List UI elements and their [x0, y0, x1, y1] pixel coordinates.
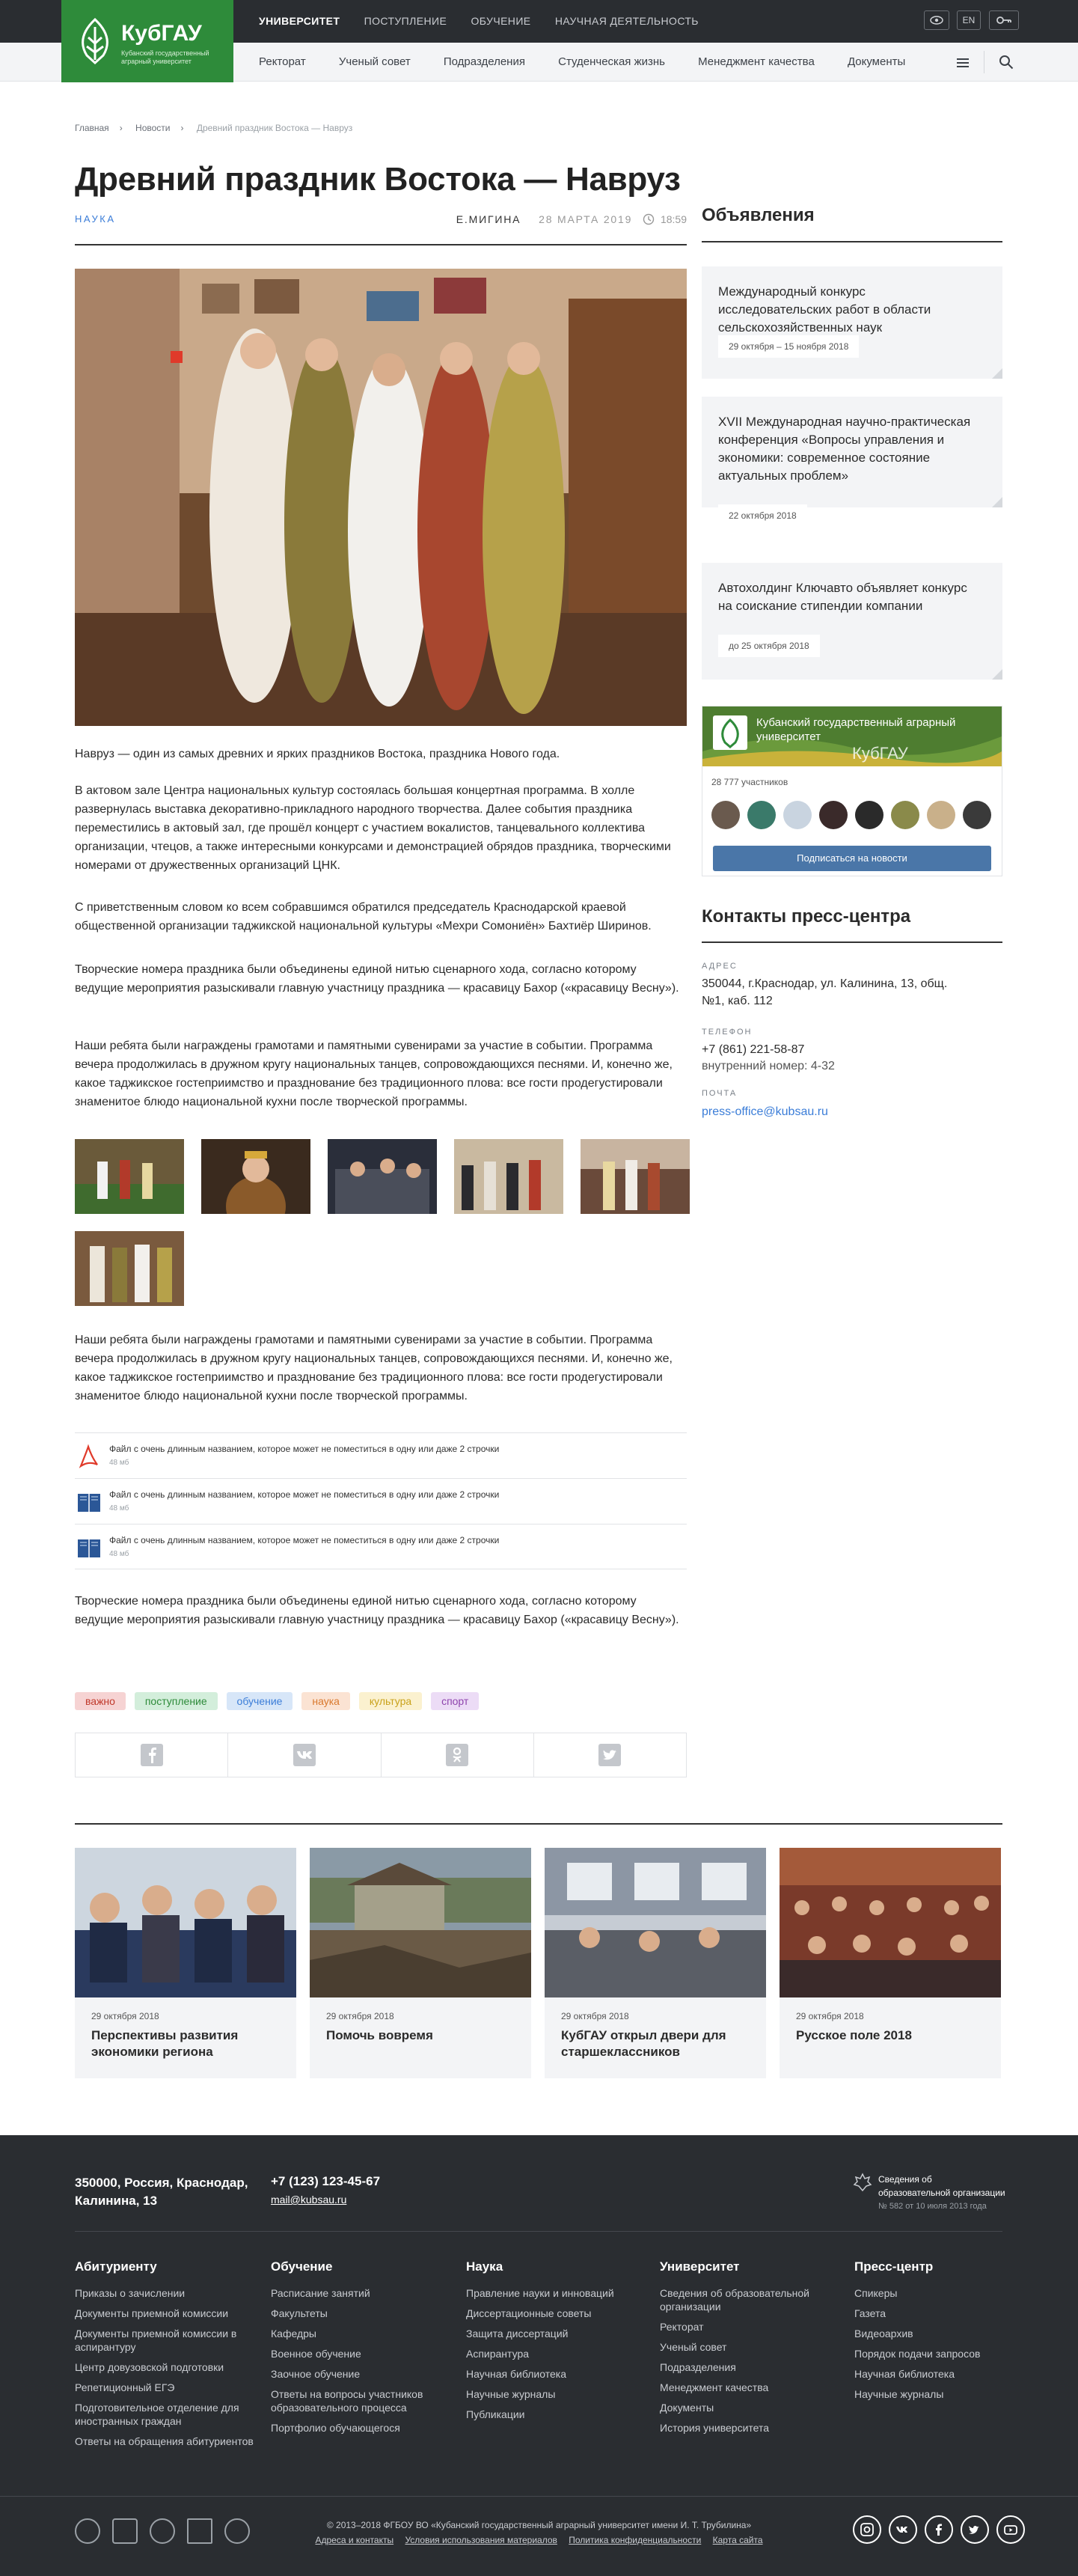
footer-legal-links [0, 2535, 1078, 2545]
footer-link[interactable]: Научная библиотека [466, 2368, 566, 2380]
vk-icon [293, 1744, 316, 1766]
footer-link[interactable]: Научные журналы [854, 2388, 944, 2400]
announcement-title: XVII Международная научно-практическая конференция «Вопросы управления и экономики: современное состояние актуальных проблем» [718, 415, 971, 483]
phone-value[interactable]: +7 (861) 221-58-87 [702, 1043, 805, 1056]
link-privacy[interactable]: Политика конфиденциальности [569, 2535, 702, 2545]
announcements-title: Объявления [702, 205, 815, 225]
tag-important[interactable]: важно [75, 1692, 126, 1710]
news-divider [75, 1823, 1002, 1825]
search-icon[interactable] [999, 55, 1014, 70]
vk-cover [702, 706, 1002, 766]
file-name: Файл с очень длинным названием, которое может не поместиться в одну или даже 2 строчки [109, 1444, 500, 1454]
sub-nav [259, 55, 935, 68]
footer-mail[interactable]: mail@kubsau.ru [271, 2194, 347, 2206]
doc-icon [76, 1535, 102, 1560]
member-avatar[interactable] [891, 801, 919, 829]
footer-link[interactable]: Документы [660, 2402, 714, 2414]
sub-nav-rectorate[interactable]: Ректорат [259, 55, 306, 68]
news-card[interactable] [545, 1848, 766, 2078]
news-card[interactable] [310, 1848, 531, 2078]
link-terms[interactable]: Условия использования материалов [405, 2535, 557, 2545]
footer-address: 350000, Россия, Краснодар, Калинина, 13 [75, 2176, 248, 2208]
sub-nav-departments[interactable]: Подразделения [443, 55, 525, 68]
file-item[interactable] [75, 1524, 687, 1569]
footer-phone[interactable]: +7 (123) 123-45-67 [271, 2174, 381, 2188]
footer-column-title: Обучение [271, 2259, 333, 2274]
footer-link[interactable]: Ректорат [660, 2321, 704, 2333]
news-image [545, 1848, 766, 1997]
vk-button[interactable] [889, 2515, 917, 2544]
announcement-title: Международный конкурс исследовательских работ в области сельскохозяйственных наук [718, 284, 931, 335]
news-date: 29 октября 2018 [561, 2011, 629, 2021]
footer-column-education [271, 2259, 450, 2441]
phone-label: ТЕЛЕФОН [702, 1028, 753, 1037]
gallery-thumb[interactable] [75, 1139, 184, 1214]
announcement-date: 22 октября 2018 [718, 504, 807, 527]
member-avatar[interactable] [963, 801, 991, 829]
file-size: 48 мб [109, 1504, 129, 1513]
vk-member-count: 28 777 участников [711, 777, 788, 787]
announcement-date: 29 октября – 15 ноября 2018 [718, 335, 859, 358]
instagram-button[interactable] [853, 2515, 881, 2544]
copyright: © 2013–2018 ФГБОУ ВО «Кубанский государственный аграрный университет имени И. Т. Трубилина» [326, 2520, 752, 2530]
news-image [75, 1848, 296, 1997]
site-logo[interactable] [61, 0, 233, 82]
footer-link[interactable]: Газета [854, 2307, 886, 2319]
footer-link[interactable]: История университета [660, 2422, 770, 2434]
breadcrumb [75, 123, 363, 133]
breadcrumb-current: Древний праздник Востока — Навруз [196, 123, 353, 133]
facebook-button[interactable] [925, 2515, 953, 2544]
file-name: Файл с очень длинным названием, которое может не поместиться в одну или даже 2 строчки [109, 1535, 500, 1545]
eye-icon [930, 16, 943, 25]
sub-nav-quality[interactable]: Менеджмент качества [698, 55, 815, 68]
card-fold [992, 368, 1002, 379]
announcement-card[interactable] [702, 563, 1002, 680]
file-item[interactable] [75, 1478, 687, 1524]
top-nav-education[interactable]: ОБУЧЕНИЕ [471, 15, 531, 27]
vk-widget [702, 706, 1002, 876]
logo-subtitle: Кубанский государственный аграрный университет [121, 49, 209, 65]
footer-link[interactable]: Кафедры [271, 2328, 316, 2340]
attached-files [75, 1432, 687, 1569]
footer-link[interactable]: Документы приемной комиссии в аспирантуру [75, 2328, 237, 2353]
article-paragraph-7: Творческие номера праздника были объединены единой нитью сценарного хода, согласно которому ведущие мероприятия разыскивали главную участницу праздника — красавицу Бахор («красавицу Весну»). [75, 1595, 679, 1626]
breadcrumb-home[interactable]: Главная [75, 123, 109, 133]
footer-link[interactable]: Центр довузовской подготовки [75, 2361, 224, 2373]
vk-avatar[interactable] [713, 715, 747, 750]
twitter-button[interactable] [961, 2515, 989, 2544]
file-size: 48 мб [109, 1459, 129, 1467]
phone-extension: внутренний номер: 4-32 [702, 1060, 835, 1072]
card-fold [992, 497, 1002, 507]
article-paragraph-5: Наши ребята были награждены грамотами и памятными сувенирами за участие в событии. Программа вечера продолжилась в дружном кругу национальных танцев, сопровождающихся песнями. И, конечно же, какое таджикское гостеприимство и празднование без традиционного плова: все гости продегустировали знаменитое блюдо национальной кухни после творческой программы. [75, 1040, 673, 1108]
mail-label: ПОЧТА [702, 1089, 738, 1098]
footer-link[interactable]: Аспирантура [466, 2348, 530, 2360]
announcement-title: Автохолдинг Ключавто объявляет конкурс на соискание стипендии компании [718, 581, 967, 613]
breadcrumb-separator-icon: › [119, 123, 123, 133]
hamburger-menu-icon[interactable] [955, 57, 970, 69]
footer-link[interactable]: Ответы на вопросы участников образовательного процесса [271, 2388, 423, 2414]
member-avatar[interactable] [711, 801, 740, 829]
gallery-thumb[interactable] [581, 1139, 690, 1214]
footer-link[interactable]: Репетиционный ЕГЭ [75, 2381, 175, 2393]
footer-link[interactable]: Видеоархив [854, 2328, 913, 2340]
share-twitter-button[interactable] [534, 1733, 686, 1777]
pdf-icon [76, 1444, 102, 1469]
footer-link[interactable]: Сведения об образовательной организации [660, 2287, 809, 2313]
gallery-thumb[interactable] [201, 1139, 310, 1214]
breadcrumb-news[interactable]: Новости [135, 123, 171, 133]
top-nav-science[interactable]: НАУЧНАЯ ДЕЯТЕЛЬНОСТЬ [554, 15, 699, 27]
footer-link[interactable]: Подразделения [660, 2361, 736, 2373]
tag-sport[interactable]: спорт [431, 1692, 479, 1710]
sub-nav-student-life[interactable]: Студенческая жизнь [558, 55, 665, 68]
tag-culture[interactable]: культура [359, 1692, 422, 1710]
article-rubric[interactable]: НАУКА [75, 213, 116, 225]
youtube-icon [1003, 2522, 1018, 2537]
file-item[interactable] [75, 1432, 687, 1478]
member-avatar[interactable] [783, 801, 812, 829]
share-bar [75, 1733, 687, 1777]
key-icon [996, 16, 1011, 25]
vk-icon [895, 2522, 910, 2537]
announcements-divider [702, 241, 1002, 242]
card-fold [992, 669, 1002, 680]
doc-icon [76, 1489, 102, 1515]
announcement-date: до 25 октября 2018 [718, 635, 820, 657]
footer-link[interactable]: Факультеты [271, 2307, 328, 2319]
top-nav-admission[interactable]: ПОСТУПЛЕНИЕ [364, 15, 447, 27]
footer-link[interactable]: Порядок подачи запросов [854, 2348, 981, 2360]
article-paragraph-4: Творческие номера праздника были объединены единой нитью сценарного хода, согласно которому ведущие мероприятия разыскивали главную участницу праздника — красавицу Бахор («красавицу Весну»). [75, 963, 679, 995]
file-name: Файл с очень длинным названием, которое может не поместиться в одну или даже 2 строчки [109, 1489, 500, 1500]
footer-link[interactable]: Защита диссертаций [466, 2328, 569, 2340]
breadcrumb-separator-icon: › [180, 123, 184, 133]
link-sitemap[interactable]: Карта сайта [712, 2535, 763, 2545]
footer-column-title: Университет [660, 2259, 740, 2274]
license-text: № 582 от 10 июля 2013 года [878, 2202, 987, 2211]
contacts-divider [702, 941, 1002, 943]
news-date: 29 октября 2018 [91, 2011, 159, 2021]
emblem-icon [853, 2173, 872, 2192]
accessibility-button[interactable] [924, 10, 949, 30]
vk-subscribe-button[interactable]: Подписаться на новости [713, 846, 991, 871]
contacts-title: Контакты пресс-центра [702, 906, 911, 927]
footer-link[interactable]: Спикеры [854, 2287, 898, 2299]
news-title[interactable]: Русское поле 2018 [796, 2028, 912, 2042]
article-time: 18:59 [660, 213, 687, 225]
twitter-icon [598, 1744, 621, 1766]
footer-link[interactable]: Портфолио обучающегося [271, 2422, 400, 2434]
announcement-card[interactable] [702, 397, 1002, 521]
footer [0, 2135, 1078, 2576]
member-avatar[interactable] [927, 801, 955, 829]
top-nav [259, 15, 720, 27]
edu-info-label: Сведения об образовательной организации [878, 2174, 1005, 2198]
address-label: АДРЕС [702, 962, 738, 971]
address-value: 350044, г.Краснодар, ул. Калинина, 13, общ. №1, каб. 112 [702, 977, 948, 1007]
article-author: Е.МИГИНА [456, 213, 521, 225]
news-date: 29 октября 2018 [796, 2011, 864, 2021]
news-title[interactable]: Перспективы развития экономики региона [91, 2028, 239, 2059]
logo-leaf-icon [713, 715, 747, 750]
tag-admission[interactable]: поступление [135, 1692, 218, 1710]
news-title[interactable]: КубГАУ открыл двери для старшеклассников [561, 2028, 726, 2059]
footer-link[interactable]: Менеджмент качества [660, 2381, 769, 2393]
footer-link[interactable]: Публикации [466, 2408, 525, 2420]
vk-group-name[interactable]: Кубанский государственный аграрный университет [756, 716, 956, 743]
footer-link[interactable]: Научная библиотека [854, 2368, 955, 2380]
news-card[interactable] [75, 1848, 296, 2078]
title-divider [75, 244, 687, 245]
mail-link[interactable]: press-office@kubsau.ru [702, 1105, 828, 1118]
tag-list [75, 1692, 485, 1710]
footer-link[interactable]: Военное обучение [271, 2348, 361, 2360]
sub-nav-council[interactable]: Ученый совет [338, 55, 411, 68]
article-paragraph-2: В актовом зале Центра национальных культур состоялась большая концертная программа. В холле развернулась выставка декоративно-прикладного народного творчества. Далее события праздника переместились в актовый зал, где прошёл концерт с участием вокалистов, танцевального коллектива организации, чтецов, а также интересными конкурсами и демонстрацией обрядов праздника, творческими номерами от дружественных организаций ЦНК. [75, 784, 671, 872]
logo-title: КубГАУ [121, 21, 202, 46]
gallery-thumb[interactable] [454, 1139, 563, 1214]
footer-divider [75, 2231, 1002, 2232]
news-title[interactable]: Помочь вовремя [326, 2028, 433, 2042]
member-avatar[interactable] [855, 801, 883, 829]
news-image [780, 1848, 1001, 1997]
announcement-card[interactable] [702, 266, 1002, 379]
footer-link[interactable]: Диссертационные советы [466, 2307, 592, 2319]
member-avatar[interactable] [819, 801, 848, 829]
footer-column-science [466, 2259, 646, 2428]
gallery-thumb[interactable] [328, 1139, 437, 1214]
facebook-icon [931, 2522, 946, 2537]
file-size: 48 мб [109, 1550, 129, 1558]
footer-link[interactable]: Научные журналы [466, 2388, 556, 2400]
tag-science[interactable]: наука [301, 1692, 350, 1710]
sub-nav-documents[interactable]: Документы [847, 55, 906, 68]
article-main-photo[interactable] [75, 269, 687, 726]
odnoklassniki-icon [446, 1744, 468, 1766]
article-date: 28 МАРТА 2019 [539, 213, 633, 225]
footer-column-title: Пресс-центр [854, 2259, 934, 2274]
share-vk-button[interactable] [228, 1733, 381, 1777]
news-image [310, 1848, 531, 1997]
instagram-icon [860, 2522, 875, 2537]
vk-cover-text: КубГАУ [852, 744, 908, 763]
footer-link[interactable]: Правление науки и инноваций [466, 2287, 614, 2299]
footer-link[interactable]: Ученый совет [660, 2341, 727, 2353]
footer-link[interactable]: Ответы на обращения абитуриентов [75, 2435, 254, 2447]
footer-column-title: Абитуриенту [75, 2259, 157, 2274]
footer-edu-info[interactable] [878, 2173, 1005, 2213]
youtube-button[interactable] [996, 2515, 1025, 2544]
news-date: 29 октября 2018 [326, 2011, 394, 2021]
article-paragraph-1: Навруз — один из самых древних и ярких праздников Востока, праздника Нового года. [75, 748, 560, 760]
article-meta [456, 213, 687, 225]
clock-icon [643, 213, 655, 225]
tag-education[interactable]: обучение [227, 1692, 293, 1710]
language-button[interactable]: EN [957, 10, 981, 30]
twitter-icon [967, 2522, 982, 2537]
news-card[interactable] [780, 1848, 1001, 2078]
footer-link[interactable]: Заочное обучение [271, 2368, 361, 2380]
logo-leaf-icon [78, 18, 112, 64]
article-paragraph-3: С приветственным словом ко всем собравшимся обратился председатель Краснодарской краевой общественной организации таджикской национальной культуры «Мехри Сомониён» Бахтиёр Ширинов. [75, 901, 652, 933]
link-contacts[interactable]: Адреса и контакты [315, 2535, 394, 2545]
footer-link[interactable]: Документы приемной комиссии [75, 2307, 229, 2319]
article-paragraph-6: Наши ребята были награждены грамотами и памятными сувенирами за участие в событии. Программа вечера продолжилась в дружном кругу национальных танцев, сопровождающихся песнями. И, конечно же, какое таджикское гостеприимство и празднование без традиционного плова: все гости продегустировали знаменитое блюдо национальной кухни после творческой программы. [75, 1334, 673, 1403]
gallery-thumb[interactable] [75, 1231, 184, 1306]
footer-column-press [854, 2259, 1004, 2408]
share-facebook-button[interactable] [76, 1733, 228, 1777]
facebook-icon [141, 1744, 163, 1766]
footer-column-title: Наука [466, 2259, 503, 2274]
footer-link[interactable]: Приказы о зачислении [75, 2287, 186, 2299]
page-title: Древний праздник Востока — Навруз [75, 161, 681, 198]
footer-column-applicants [75, 2259, 254, 2455]
member-avatar[interactable] [747, 801, 776, 829]
share-ok-button[interactable] [382, 1733, 534, 1777]
footer-link[interactable]: Подготовительное отделение для иностранных граждан [75, 2402, 239, 2427]
footer-column-university [660, 2259, 839, 2441]
footer-bottom-divider [0, 2496, 1078, 2497]
top-nav-university[interactable]: УНИВЕРСИТЕТ [259, 15, 340, 27]
footer-link[interactable]: Расписание занятий [271, 2287, 370, 2299]
login-button[interactable] [989, 10, 1019, 30]
